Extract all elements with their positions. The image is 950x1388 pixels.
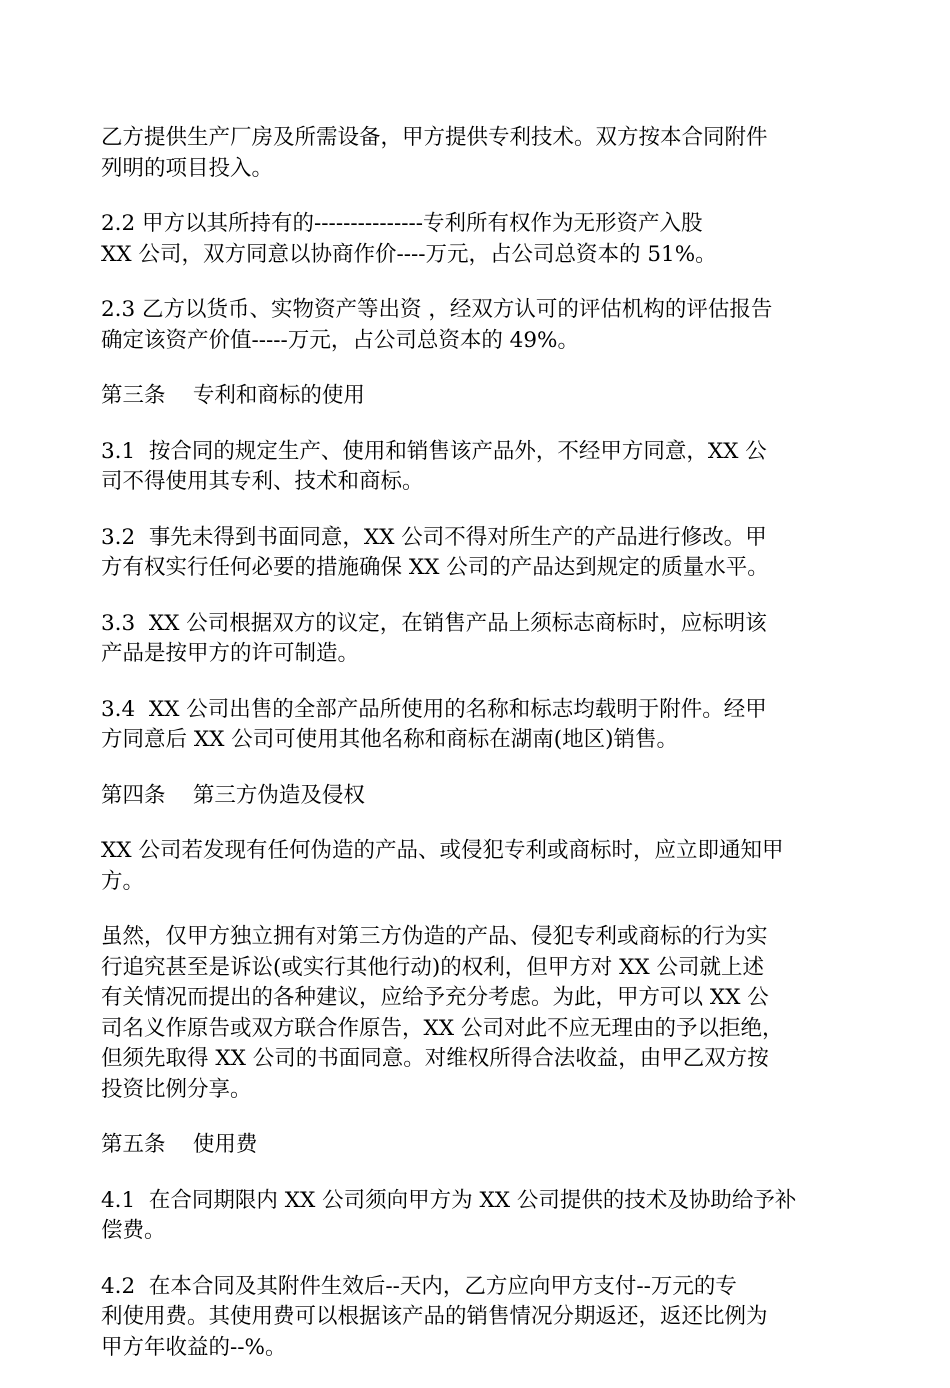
text-line: 确定该资产价值-----万元，占公司总资本的 49%。 (101, 327, 579, 353)
text-line: 3.3 XX 公司根据双方的议定，在销售产品上须标志商标时，应标明该 (101, 610, 767, 636)
text-line: 方有权实行任何必要的措施确保 XX 公司的产品达到规定的质量水平。 (101, 555, 769, 580)
text-line: 利使用费。其使用费可以根据该产品的销售情况分期返还，返还比例为 (101, 1304, 768, 1329)
text-line: XX 公司，双方同意以协商作价----万元，占公司总资本的 51%。 (101, 241, 717, 267)
text-line: 第三条 专利和商标的使用 (101, 383, 365, 408)
text-line: 司不得使用其专利、技术和商标。 (101, 469, 424, 494)
text-line: 2.2 甲方以其所持有的---------------专利所有权作为无形资产入股 (101, 211, 703, 236)
text-line: 甲方年收益的--%。 (101, 1334, 287, 1360)
text-line: 2.3 乙方以货币、实物资产等出资 ，经双方认可的评估机构的评估报告 (101, 297, 773, 322)
text-line: 3.4 XX 公司出售的全部产品所使用的名称和标志均载明于附件。经甲 (101, 696, 767, 722)
text-line: 3.1 按合同的规定生产、使用和销售该产品外，不经甲方同意，XX 公 (101, 438, 767, 464)
text-line: XX 公司若发现有任何伪造的产品、或侵犯专利或商标时，应立即通知甲 (101, 838, 784, 863)
text-line: 方。 (101, 868, 145, 894)
text-line: 行追究甚至是诉讼(或实行其他行动)的权利，但甲方对 XX 公司就上述 (101, 954, 765, 980)
paragraph-clause-4-1 (101, 1186, 853, 1247)
document-body (101, 123, 853, 1388)
text-line: 列明的项目投入。 (101, 155, 274, 181)
text-line: 虽然，仅甲方独立拥有对第三方伪造的产品、侵犯专利或商标的行为实 (101, 924, 768, 949)
text-line: 司名义作原告或双方联合作原告，XX 公司对此不应无理由的予以拒绝， (101, 1015, 784, 1041)
paragraph-clause-3-4 (101, 695, 853, 756)
text-line: 产品是按甲方的许可制造。 (101, 641, 360, 666)
text-line: 4.1 在合同期限内 XX 公司须向甲方为 XX 公司提供的技术及协助给予补 (101, 1187, 797, 1213)
paragraph-infringement-notice (101, 836, 853, 897)
paragraph-clause-3-3 (101, 609, 853, 670)
text-line: 3.2 事先未得到书面同意，XX 公司不得对所生产的产品进行修改。甲 (101, 524, 767, 550)
paragraph-clause-4-2 (101, 1272, 853, 1364)
text-line: 第四条 第三方伪造及侵权 (101, 782, 365, 808)
text-line: 但须先取得 XX 公司的书面同意。对维权所得合法收益，由甲乙双方按 (101, 1046, 769, 1071)
text-line: 有关情况而提出的各种建议，应给予充分考虑。为此，甲方可以 XX 公 (101, 985, 769, 1010)
paragraph-infringement-rights (101, 922, 853, 1105)
text-line: 第五条 使用费 (101, 1132, 258, 1157)
paragraph-contribution (101, 123, 853, 184)
text-line: 偿费。 (101, 1218, 166, 1243)
paragraph-clause-3-2 (101, 523, 853, 584)
paragraph-clause-2-2 (101, 209, 853, 270)
section-heading-article-3 (101, 381, 853, 412)
text-line: 投资比例分享。 (101, 1076, 252, 1102)
paragraph-clause-3-1 (101, 437, 853, 498)
text-line: 乙方提供生产厂房及所需设备，甲方提供专利技术。双方按本合同附件 (101, 125, 768, 150)
text-line: 方同意后 XX 公司可使用其他名称和商标在湖南(地区)销售。 (101, 727, 679, 752)
section-heading-article-5 (101, 1130, 853, 1161)
text-line: 4.2 在本合同及其附件生效后--天内，乙方应向甲方支付--万元的专 (101, 1273, 737, 1299)
section-heading-article-4 (101, 781, 853, 812)
paragraph-clause-2-3 (101, 295, 853, 356)
